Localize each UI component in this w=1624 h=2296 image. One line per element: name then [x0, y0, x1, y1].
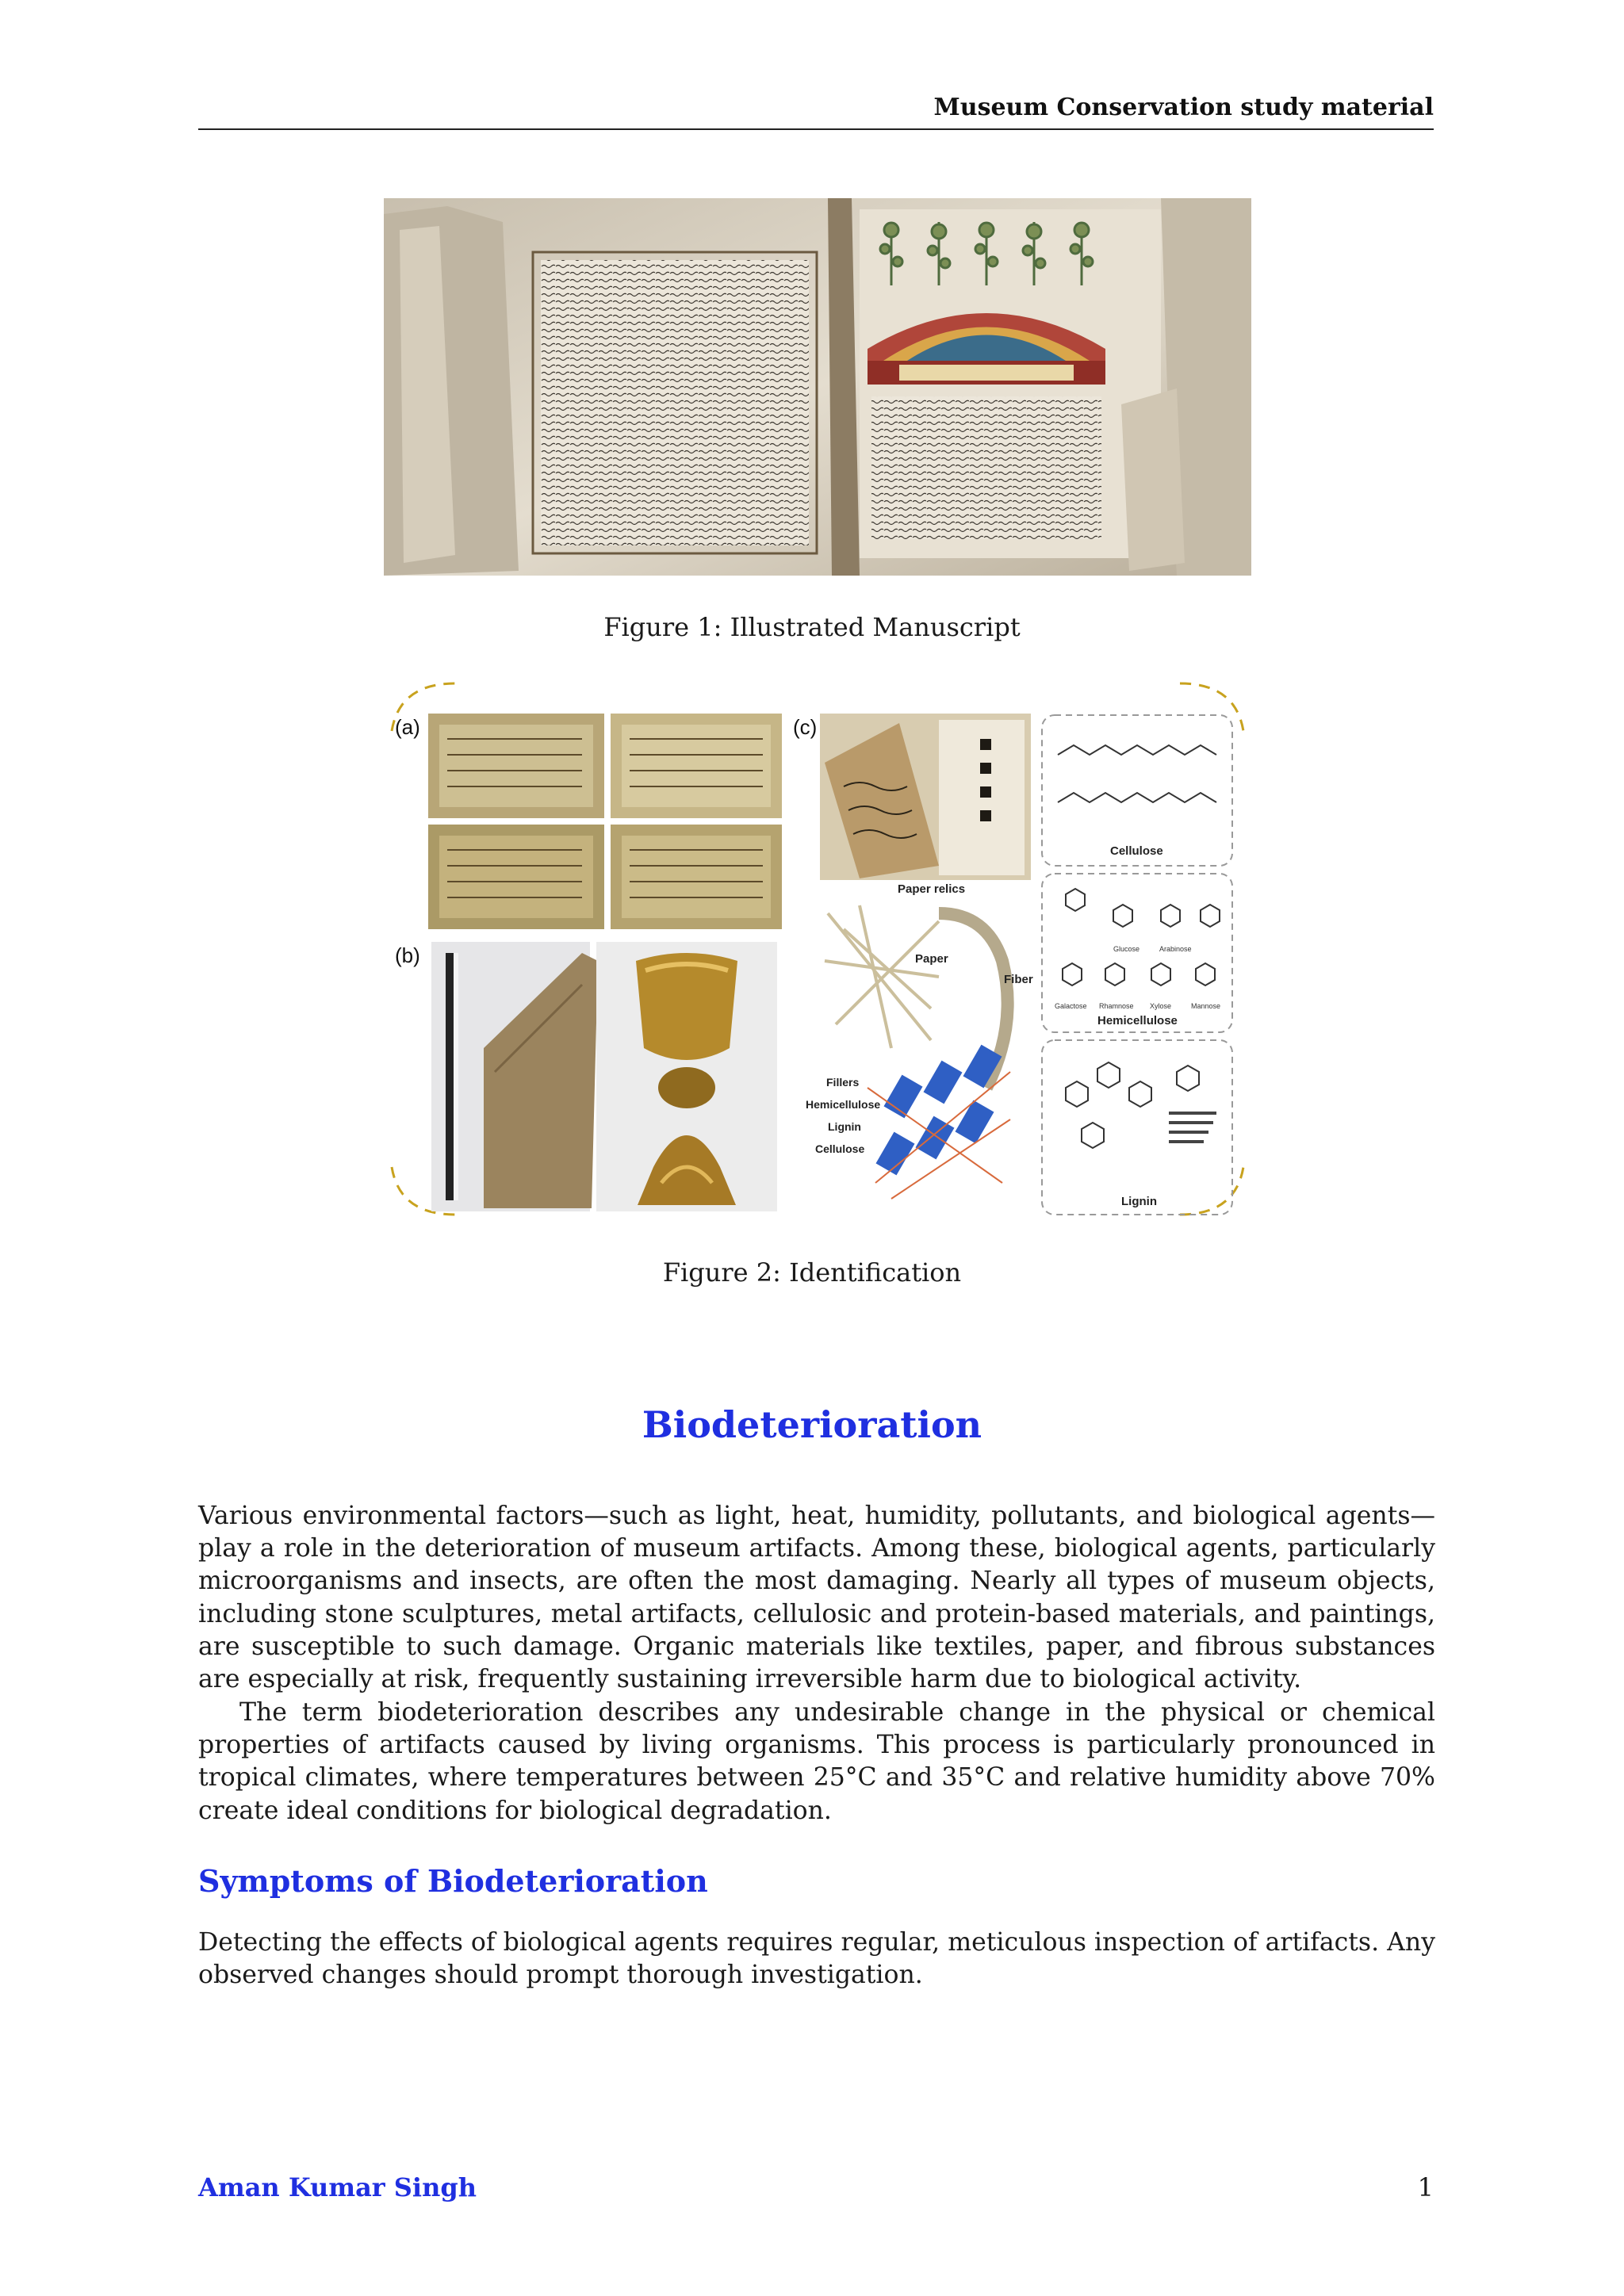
manuscript-photo	[384, 198, 1251, 576]
panel-label-c: (c)	[793, 715, 818, 739]
subsection-title: Symptoms of Biodeterioration	[198, 1863, 708, 1899]
structure-label-cellulose: Cellulose	[1110, 844, 1163, 858]
label-paper: Paper	[915, 952, 948, 966]
sugar-glucose: Glucose	[1113, 945, 1140, 953]
label-lignin: Lignin	[828, 1120, 861, 1133]
header-rule	[198, 128, 1434, 130]
hemicellulose-structure-box	[1042, 874, 1232, 1032]
panel-c-relics	[820, 714, 1031, 880]
figure-1-caption: Figure 1: Illustrated Manuscript	[603, 612, 1021, 642]
section-paragraph-2: The term biodeterioration describes any undesirable change in the physical or chemical properties of artifacts caused by living organisms. This process is particularly pronounced in tropical climates, where temperatures between 25°C and 35°C and relative humidity above 70% create ideal conditions for biological degradation.	[198, 1698, 1435, 1825]
label-cellulose: Cellulose	[815, 1142, 865, 1155]
label-hemicellulose: Hemicellulose	[806, 1098, 881, 1111]
microfibril-model	[868, 1045, 1010, 1199]
panel-a-pages	[428, 714, 782, 929]
running-title: Museum Conservation study material	[933, 94, 1434, 121]
panel-label-b: (b)	[395, 943, 420, 967]
label-fiber: Fiber	[1004, 973, 1033, 986]
sugar-arabinose: Arabinose	[1159, 945, 1192, 953]
cellulose-structure-box	[1042, 715, 1232, 866]
structure-label-lignin: Lignin	[1121, 1195, 1157, 1208]
subsection-paragraph-1: Detecting the effects of biological agents requires regular, meticulous inspection of artifacts. Any observed changes should prompt thorough investigation.	[198, 1928, 1435, 1990]
structure-label-hemicellulose: Hemicellulose	[1097, 1014, 1178, 1027]
footer-author: Aman Kumar Singh	[198, 2172, 477, 2202]
section-title: Biodeterioration	[642, 1403, 982, 1446]
section-paragraph-1: Various environmental factors—such as light, heat, humidity, pollutants, and biological agents—play a role in the deterioration of museum artifacts. Among these, biological agents, particularly microorganisms and insects, are often the most damaging. Nearly all types of museum objects, including stone sculptures, metal artifacts, cellulosic and protein-based materials, and paintings, are susceptible to such damage. Organic materials like textiles, paper, and fibrous substances are especially at risk, frequently sustaining irreversible harm due to biological activity.	[198, 1502, 1435, 1694]
figure-2-caption: Figure 2: Identification	[662, 1257, 962, 1288]
label-fillers: Fillers	[826, 1076, 860, 1089]
lignin-structure-box	[1042, 1040, 1232, 1215]
panel-b-objects	[431, 942, 777, 1211]
page-number: 1	[1417, 2172, 1434, 2202]
sugar-rhamnose: Rhamnose	[1099, 1002, 1134, 1010]
panel-label-a: (a)	[395, 715, 420, 739]
sugar-mannose: Mannose	[1191, 1002, 1221, 1010]
figure-1-image	[384, 198, 1251, 576]
figure-2-image	[384, 675, 1251, 1223]
sugar-galactose: Galactose	[1055, 1002, 1087, 1010]
fiber-network	[825, 905, 939, 1048]
identification-composite	[384, 675, 1251, 1223]
sugar-xylose: Xylose	[1150, 1002, 1172, 1010]
label-paper-relics: Paper relics	[898, 882, 966, 896]
